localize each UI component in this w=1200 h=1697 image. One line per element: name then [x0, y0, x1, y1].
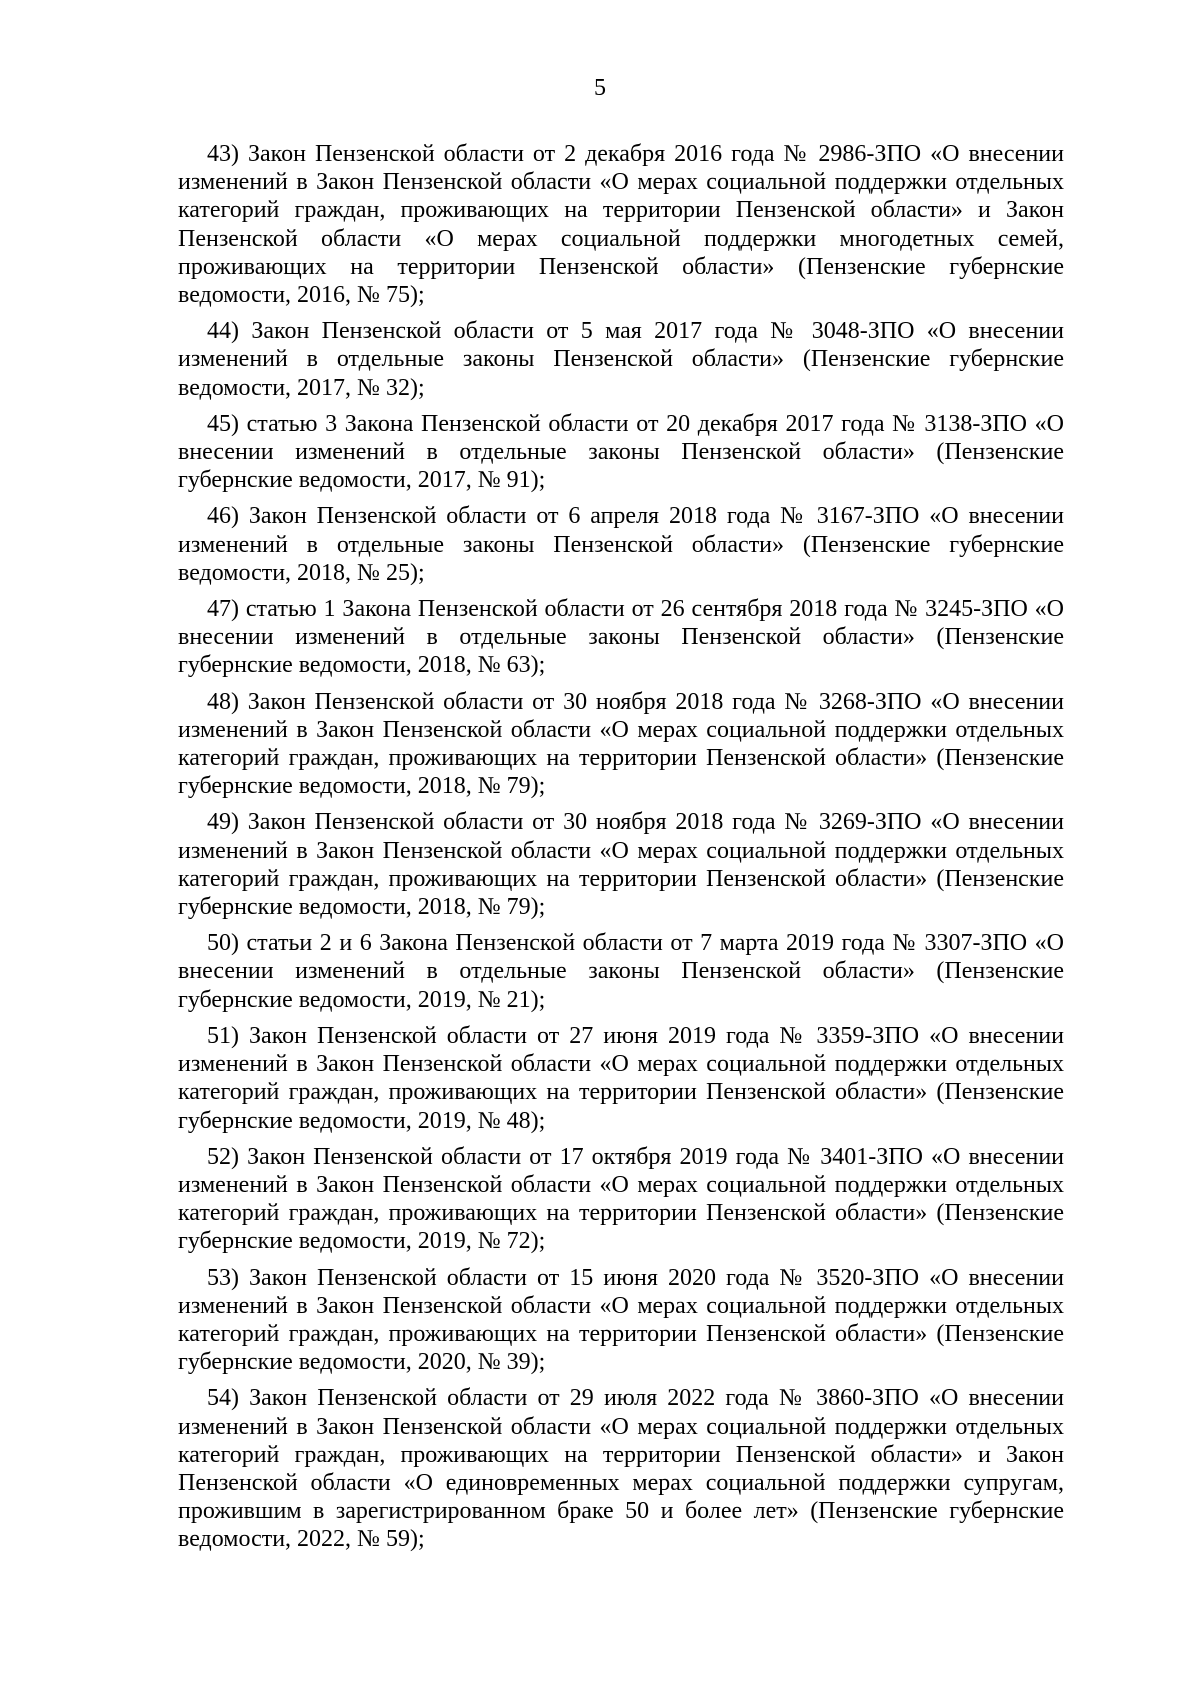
list-item-51: 51) Закон Пензенской области от 27 июня 2019 года № 3359-ЗПО «О внесении изменений в Закон Пензенской области «О мерах социальной поддержки отдельных категорий граждан, проживающих на территории Пензенской области» (Пензенские губернские ведомости, 2019, № 48); [178, 1022, 1064, 1134]
list-item-47: 47) статью 1 Закона Пензенской области от 26 сентября 2018 года № 3245-ЗПО «О внесении изменений в отдельные законы Пензенской области» (Пензенские губернские ведомости, 2018, № 63); [178, 596, 1064, 679]
page-number: 5 [594, 75, 606, 101]
list-item-45: 45) статью 3 Закона Пензенской области от 20 декабря 2017 года № 3138-ЗПО «О внесении изменений в отдельные законы Пензенской области» (Пензенские губернские ведомости, 2017, № 91); [178, 410, 1064, 494]
list-item-52: 52) Закон Пензенской области от 17 октября 2019 года № 3401-ЗПО «О внесении изменений в Закон Пензенской области «О мерах социальной поддержки отдельных категорий граждан, проживающих на территории Пензенской области» (Пензенские губернские ведомости, 2019, № 72); [178, 1143, 1064, 1255]
list-item-54: 54) Закон Пензенской области от 29 июля 2022 года № 3860-ЗПО «О внесении изменений в Закон Пензенской области «О мерах социальной поддержки отдельных категорий граждан, проживающих на территории Пензенской области» и Закон Пензенской области «О единовременных мерах социальной поддержки супругам, прожившим в зарегистрированном браке 50 и более лет» (Пензенские губернские ведомости, 2022, № 59); [178, 1385, 1064, 1553]
list-item-44: 44) Закон Пензенской области от 5 мая 2017 года № 3048-ЗПО «О внесении изменений в отдельные законы Пензенской области» (Пензенские губернские ведомости, 2017, № 32); [178, 318, 1064, 401]
list-item-53: 53) Закон Пензенской области от 15 июня 2020 года № 3520-ЗПО «О внесении изменений в Закон Пензенской области «О мерах социальной поддержки отдельных категорий граждан, проживающих на территории Пензенской области» (Пензенские губернские ведомости, 2020, № 39); [178, 1264, 1064, 1376]
list-item-43: 43) Закон Пензенской области от 2 декабря 2016 года № 2986-ЗПО «О внесении изменений в Закон Пензенской области «О мерах социальной поддержки отдельных категорий граждан, проживающих на территории Пензенской области» и Закон Пензенской области «О мерах социальной поддержки многодетных семей, проживающих на территории Пензенской области» (Пензенские губернские ведомости, 2016, № 75); [178, 141, 1064, 309]
list-item-50: 50) статьи 2 и 6 Закона Пензенской области от 7 марта 2019 года № 3307-ЗПО «О внесении изменений в отдельные законы Пензенской области» (Пензенские губернские ведомости, 2019, № 21); [178, 930, 1064, 1013]
list-item-46: 46) Закон Пензенской области от 6 апреля 2018 года № 3167-ЗПО «О внесении изменений в отдельные законы Пензенской области» (Пензенские губернские ведомости, 2018, № 25); [178, 503, 1064, 586]
document-body [178, 140, 1064, 1562]
list-item-48: 48) Закон Пензенской области от 30 ноября 2018 года № 3268-ЗПО «О внесении изменений в Закон Пензенской области «О мерах социальной поддержки отдельных категорий граждан, проживающих на территории Пензенской области» (Пензенские губернские ведомости, 2018, № 79); [178, 688, 1064, 800]
list-item-49: 49) Закон Пензенской области от 30 ноября 2018 года № 3269-ЗПО «О внесении изменений в Закон Пензенской области «О мерах социальной поддержки отдельных категорий граждан, проживающих на территории Пензенской области» (Пензенские губернские ведомости, 2018, № 79); [178, 809, 1064, 921]
